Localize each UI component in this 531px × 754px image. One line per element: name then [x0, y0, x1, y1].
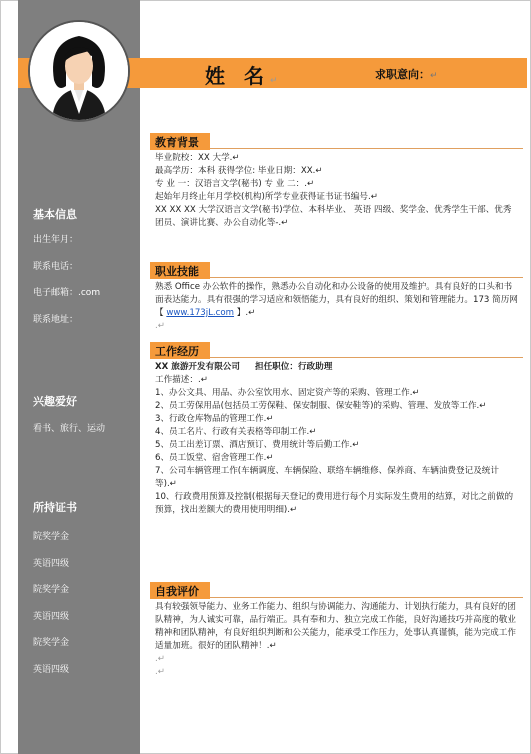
cert-title: 所持证书 — [33, 501, 77, 514]
position: 担任职位：行政助理 — [254, 362, 333, 372]
blank-paragraph: .↵ — [155, 321, 165, 331]
cert-section — [33, 499, 77, 683]
work-title: 工作经历 — [155, 345, 199, 358]
evaluation-header — [150, 582, 523, 599]
work-item: 10、行政费用预算及控制(根据每天登记的费用进行每个月实际发生费用的结算，对比之前做的预算，找出差额大的费用使用明细).↵ — [155, 492, 514, 515]
company-line — [150, 361, 523, 374]
website-link[interactable]: www.173jL.com — [166, 308, 235, 318]
candidate-name: 姓 名↵ — [205, 64, 278, 88]
woman-avatar-icon — [30, 22, 128, 120]
basic-info-section — [33, 206, 100, 333]
paragraph-mark: ↵ — [269, 76, 278, 86]
work-item: 3、行政仓库物品的管理工作.↵ — [155, 414, 274, 424]
education-header — [150, 133, 523, 150]
section-divider — [210, 277, 523, 278]
skills-section — [150, 262, 523, 333]
education-line: 最高学历：本科 获得学位: 毕业日期：XX.↵ — [155, 166, 323, 176]
work-item: 4、员工名片、行政有关表格等印制工作.↵ — [155, 427, 317, 437]
skills-text: 熟悉 Office 办公软件的操作，熟悉办公自动化和办公设备的使用及维护。具有良好的口头和书面表达能力。具有很强的学习适应和领悟能力，具有良好的组织、策划和管理能力。173 简历网【 www.173jL.com 】.↵ — [155, 282, 518, 318]
section-divider — [210, 597, 523, 598]
work-item: 7、公司车辆管理工作(车辆调度、车辆保险、联络车辆维修、保养商、车辆油费登记及统计等).↵ — [155, 466, 499, 489]
work-item: 6、员工饭堂、宿舍管理工作.↵ — [155, 453, 274, 463]
hobby-title: 兴趣爱好 — [33, 395, 77, 408]
blank-paragraph: .↵ — [155, 654, 165, 664]
work-section — [150, 342, 523, 517]
work-item: 1、办公文具、用品、办公室饮用水、固定资产等的采购、管理工作.↵ — [155, 388, 420, 398]
education-line: XX XX XX 大学汉语言文学(秘书)学位、本科毕业、 英语 四级、奖学金、优秀学生干部、优秀团员、演讲比赛、办公自动化等-.↵ — [155, 205, 512, 228]
work-item: 2、员工劳保用品(包括员工劳保鞋、保安制服、保安鞋等)的采购、管理、发放等工作.↵ — [155, 401, 487, 411]
hobby-text: 看书、旅行、运动 — [33, 424, 106, 434]
education-line: 毕业院校：XX 大学.↵ — [155, 153, 240, 163]
job-intent: 求职意向：↵ — [375, 68, 438, 81]
cert-item: 院奖学金 — [33, 585, 70, 595]
evaluation-text: 具有较强领导能力、业务工作能力、组织与协调能力、沟通能力、计划执行能力，具有良好的团队精神，为人诚实可靠，品行端正。具有奉和力、独立完成工作能，良好沟通技巧并高度的敬业精神和团队精神，有良好组织判断和公关能力，能承受工作压力，处事认真谨慎，能为完成工作适量加班。很好的团队精神！.↵ — [155, 602, 516, 651]
work-header — [150, 342, 523, 359]
paragraph-mark: ↵ — [430, 71, 438, 81]
work-desc-label: 工作描述：.↵ — [155, 375, 208, 385]
education-line: 专 业 一：汉语言文学(秘书) 专 业 二：.↵ — [155, 179, 315, 189]
company-name: XX 旅游开发有限公司 — [155, 362, 240, 372]
cert-item: 英语四级 — [33, 558, 70, 569]
phone: 联系电话： — [33, 261, 79, 272]
cert-list — [33, 524, 77, 683]
email: 电子邮箱：.com — [33, 288, 101, 298]
blank-paragraph: .↵ — [155, 667, 165, 677]
cert-item: 院奖学金 — [33, 638, 70, 648]
work-item: 5、员工出差订票、酒店预订、费用统计等后勤工作.↵ — [155, 440, 360, 450]
section-divider — [210, 148, 523, 149]
birth-date: 出生年月： — [33, 235, 79, 245]
cert-item: 院奖学金 — [33, 532, 70, 542]
address: 联系地址： — [33, 314, 79, 325]
evaluation-section — [150, 582, 523, 679]
profile-photo — [28, 20, 130, 122]
cert-item: 英语四级 — [33, 611, 70, 622]
education-title: 教育背景 — [155, 136, 199, 149]
cert-item: 英语四级 — [33, 664, 70, 675]
education-line: 起始年月终止年月学校(机构)所学专业获得证书证书编号.↵ — [155, 192, 378, 202]
evaluation-title: 自我评价 — [155, 585, 199, 598]
basic-info-title: 基本信息 — [33, 208, 77, 221]
skills-header — [150, 262, 523, 279]
education-section — [150, 133, 523, 230]
basic-info-list — [33, 227, 100, 333]
section-divider — [210, 357, 523, 358]
hobby-section — [33, 393, 105, 434]
skills-title: 职业技能 — [155, 265, 199, 278]
